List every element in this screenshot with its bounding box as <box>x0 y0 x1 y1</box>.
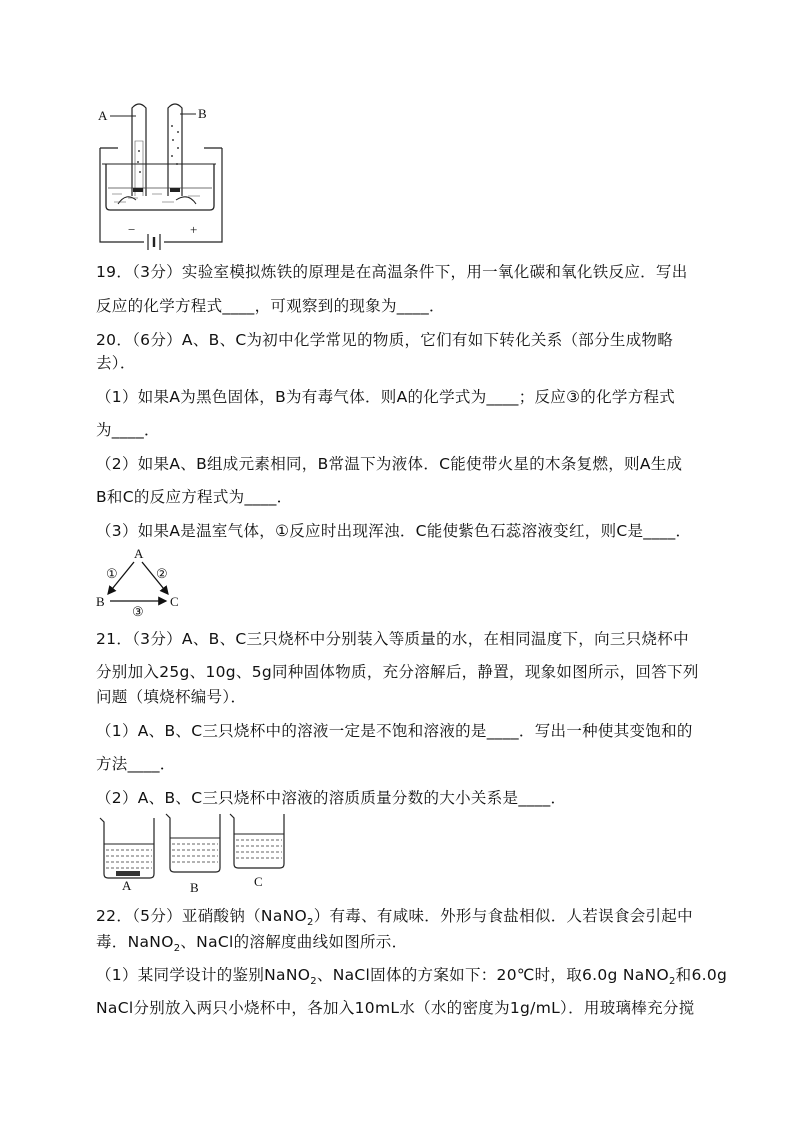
electrolysis-apparatus-drawing <box>92 96 232 254</box>
q20-line-2: 去）． <box>96 354 136 372</box>
tube-a-label: A <box>98 108 108 123</box>
battery-minus-label: − <box>128 222 136 237</box>
q21-line-1: 21．（3分）A、B、C三只烧杯中分别装入等质量的水，在相同温度下，向三只烧杯中 <box>96 630 689 648</box>
beakers-figure <box>94 810 294 894</box>
q21-part2-line-1: （2）A、B、C三只烧杯中溶液的溶质质量分数的大小关系是____． <box>96 789 567 807</box>
q21-part1-line-2: 方法____． <box>96 755 176 773</box>
conversion-triangle-drawing <box>94 546 190 618</box>
q21-line-3: 问题（填烧杯编号）． <box>96 688 247 706</box>
beaker-b <box>166 814 220 872</box>
conversion-triangle-figure <box>94 546 190 618</box>
q20-line-1: 20．（6分）A、B、C为初中化学常见的物质，它们有如下转化关系（部分生成物略 <box>96 331 674 349</box>
beakers-drawing <box>94 810 294 894</box>
reaction-2-label: ② <box>156 566 168 581</box>
beaker-a-label: A <box>122 878 132 893</box>
beaker-c-label: C <box>254 874 263 889</box>
q22-part1-line-2: NaCl分别放入两只小烧杯中，各加入10mL水（水的密度为1g/mL）．用玻璃棒充分搅 <box>96 999 695 1017</box>
q20-part3-line-1: （3）如果A是温室气体，①反应时出现浑浊．C能使紫色石蕊溶液变红，则C是____． <box>96 522 692 540</box>
q20-part1-line-2: 为____． <box>96 421 160 439</box>
q22-part1-line-1: （1）某同学设计的鉴别NaNO$_2$、NaCl固体的方案如下：20℃时，取6.0g NaNO$_2$和6.0g <box>96 966 728 988</box>
q20-part2-line-1: （2）如果A、B组成元素相同，B常温下为液体．C能使带火星的木条复燃，则A生成 <box>96 455 683 473</box>
beaker-a <box>100 818 154 878</box>
tube-b-label: B <box>198 106 207 121</box>
q19-line-2: 反应的化学方程式____，可观察到的现象为____． <box>96 297 445 315</box>
beaker-b-label: B <box>190 880 199 894</box>
q19-line-1: 19．（3分）实验室模拟炼铁的原理是在高温条件下，用一氧化碳和氧化铁反应．写出 <box>96 263 688 281</box>
q20-part2-line-2: B和C的反应方程式为____． <box>96 488 293 506</box>
node-c: C <box>170 594 179 609</box>
battery-plus-label: + <box>190 222 198 237</box>
reaction-3-label: ③ <box>132 604 144 618</box>
q21-part1-line-1: （1）A、B、C三只烧杯中的溶液一定是不饱和溶液的是____．写出一种使其变饱和的 <box>96 722 693 740</box>
q22-line-2: 毒．NaNO$_2$、NaCl的溶解度曲线如图所示． <box>96 933 408 955</box>
beaker-c <box>230 814 284 868</box>
electrolysis-apparatus-figure <box>92 96 232 254</box>
node-b: B <box>96 594 105 609</box>
q22-line-1: 22．（5分）亚硝酸钠（NaNO$_2$）有毒、有咸味．外形与食盐相似．人若误食会引起中 <box>96 907 693 929</box>
node-a: A <box>134 546 144 561</box>
reaction-1-label: ① <box>106 566 118 581</box>
q21-line-2: 分别加入25g、10g、5g同种固体物质，充分溶解后，静置，现象如图所示，回答下列 <box>96 663 699 681</box>
q20-part1-line-1: （1）如果A为黑色固体，B为有毒气体．则A的化学式为____；反应③的化学方程式 <box>96 388 676 406</box>
